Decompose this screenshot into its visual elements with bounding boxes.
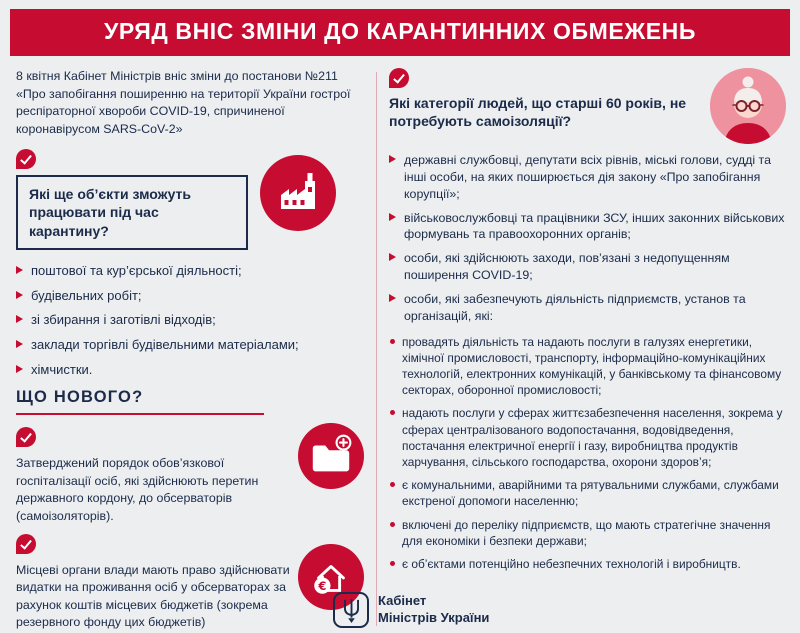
over-60-arrow-list xyxy=(389,152,786,325)
list-item-text: військовослужбовці та працівники ЗСУ, інших законних військових формувань та правоохоронних органів; xyxy=(404,210,785,242)
elderly-person-icon xyxy=(710,68,786,144)
org-name-line1: Кабінет xyxy=(378,593,427,609)
arrow-bullet-icon xyxy=(389,294,396,302)
list-item xyxy=(389,405,786,470)
arrow-bullet-icon xyxy=(16,291,23,299)
list-item-text: поштової та кур’єрської діяльності; xyxy=(31,263,242,279)
factory-icon xyxy=(260,155,336,231)
check-pin-icon xyxy=(16,534,36,554)
org-name-line2: Міністрів України xyxy=(378,610,490,625)
list-item xyxy=(389,152,786,203)
list-item-text: державні службовці, депутати всіх рівнів, міські голови, судді та інші особи, на яких поширюється дія закону «Про запобігання корупції»; xyxy=(404,153,771,201)
over-60-heading-row xyxy=(389,68,786,144)
note-text: Місцеві органи влади мають право здійснювати видатки на проживання осіб у обсерваторах за рахунок коштів місцевих бюджетів (зокрема резервного фонду цих бюджетів) xyxy=(16,562,290,630)
note-text: Затверджений порядок обов’язкової госпіталізації осіб, які здійснюють перетин державного кордону, до обсерваторів (самоізоляторів). xyxy=(16,456,259,523)
dot-bullet-icon xyxy=(390,410,395,415)
check-pin-icon xyxy=(16,427,36,447)
org-name xyxy=(378,593,489,627)
list-item xyxy=(389,477,786,509)
content-area xyxy=(0,56,800,633)
right-column xyxy=(389,68,786,633)
cabinet-logo xyxy=(333,592,369,628)
list-item xyxy=(389,517,786,549)
folder-plus-icon xyxy=(298,423,364,489)
over-60-heading: Які категорії людей, що старші 60 років, не потребують самоізоляції? xyxy=(389,95,687,130)
list-item xyxy=(16,311,364,329)
list-item-text: провадять діяльність та надають послуги в галузях енергетики, хімічної промисловості, транспорту, інформаційно-комунікаційних технологій, електронних комунікацій, у банківському та фінансовому секторах, оборонної промисловості; xyxy=(402,334,782,398)
list-item xyxy=(389,250,786,284)
list-item-text: хімчистки. xyxy=(31,361,93,377)
list-item-text: є об’єктами потенційно небезпечних технологій і виробництв. xyxy=(402,556,741,571)
dot-bullet-icon xyxy=(390,339,395,344)
list-item xyxy=(389,291,786,325)
list-item xyxy=(389,210,786,244)
over-60-dot-list xyxy=(389,334,786,572)
objects-heading: Які ще об’єкти зможуть працювати під час карантину? xyxy=(16,175,248,250)
list-item xyxy=(16,287,364,305)
list-item-text: надають послуги у сферах життєзабезпечення населення, зокрема у сферах централізованого водопостачання, водовідведення, постачання електричної енергії і газу, виробництва продуктів харчування, сільського господарства, охорони здоров’я; xyxy=(402,406,783,470)
dot-bullet-icon xyxy=(390,482,395,487)
list-item xyxy=(16,361,364,379)
red-divider-line xyxy=(16,413,264,415)
list-item xyxy=(389,556,786,572)
list-item-text: особи, які здійснюють заходи, пов’язані з недопущенням поширення COVID-19; xyxy=(404,251,730,283)
objects-list xyxy=(16,262,364,378)
column-divider xyxy=(376,72,377,626)
intro-text: 8 квітня Кабінет Міністрів вніс зміни до постанови №211 «Про запобігання поширенню на території України гострої респіраторної хвороби COVID-19, спричиненої коронавірусом SARS-CoV-2» xyxy=(16,69,351,137)
arrow-bullet-icon xyxy=(389,213,396,221)
note-hospitalization xyxy=(16,427,364,525)
list-item xyxy=(389,334,786,399)
section-objects xyxy=(16,149,364,378)
left-column xyxy=(16,68,364,633)
section-whats-new xyxy=(16,388,364,632)
list-item xyxy=(16,262,364,280)
whats-new-heading: ЩО НОВОГО? xyxy=(16,388,144,407)
list-item xyxy=(16,336,364,354)
check-pin-icon xyxy=(389,68,409,88)
svg-text:€: € xyxy=(318,578,327,593)
arrow-bullet-icon xyxy=(16,315,23,323)
list-item-text: зі збирання і заготівлі відходів; xyxy=(31,312,216,328)
list-item-text: є комунальними, аварійними та рятувальними службами, службами екстреної допомоги населенню; xyxy=(402,478,779,509)
note-local-budgets xyxy=(16,534,364,632)
list-item-text: включені до переліку підприємств, що мають стратегічне значення для економіки і безпеки держави; xyxy=(402,517,771,548)
dot-bullet-icon xyxy=(390,522,395,527)
arrow-bullet-icon xyxy=(389,253,396,261)
arrow-bullet-icon xyxy=(389,155,396,163)
footer xyxy=(333,592,489,628)
dot-bullet-icon xyxy=(390,561,395,566)
check-pin-icon xyxy=(16,149,36,169)
section-over-60 xyxy=(389,68,786,572)
note-row xyxy=(16,560,364,632)
list-item-text: особи, які забезпечують діяльність підприємств, установ та організацій, які: xyxy=(404,292,746,323)
arrow-bullet-icon xyxy=(16,266,23,274)
over-60-heading-block xyxy=(389,68,710,130)
page-title: УРЯД ВНІС ЗМІНИ ДО КАРАНТИННИХ ОБМЕЖЕНЬ xyxy=(104,18,696,44)
arrow-bullet-icon xyxy=(16,340,23,348)
trident-icon xyxy=(342,598,361,623)
list-item-text: будівельних робіт; xyxy=(31,287,142,303)
objects-heading-row xyxy=(16,175,364,250)
header-banner xyxy=(10,9,790,56)
note-row xyxy=(16,453,364,525)
arrow-bullet-icon xyxy=(16,365,23,373)
list-item-text: заклади торгівлі будівельними матеріалами; xyxy=(31,336,299,352)
